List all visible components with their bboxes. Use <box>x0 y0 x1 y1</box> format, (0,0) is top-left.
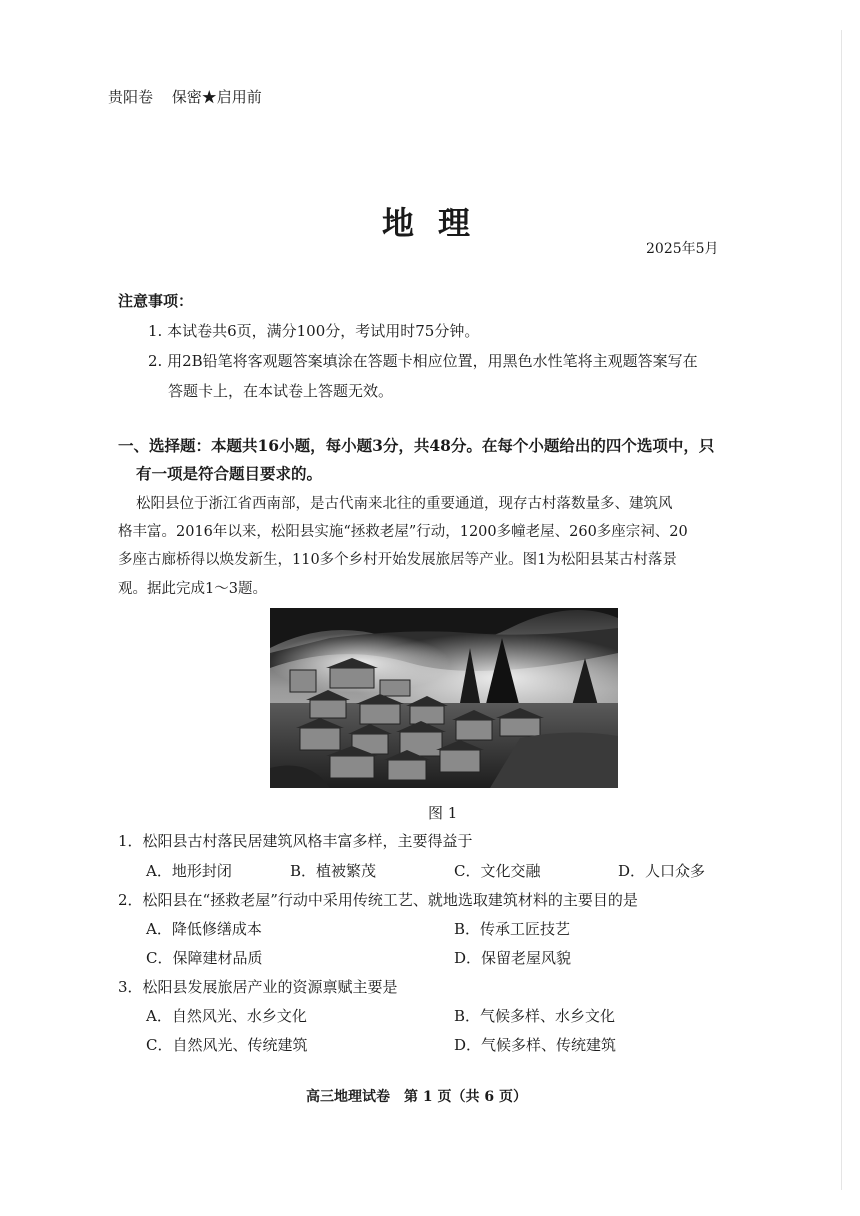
question-3-option-a: A．自然风光、水乡文化 <box>146 1007 307 1025</box>
passage-line-2: 格丰富。2016年以来，松阳县实施“拯救老屋”行动，1200多幢老屋、260多座宗祠、20 <box>118 524 688 540</box>
passage-line-1: 松阳县位于浙江省西南部，是古代南来北往的重要通道，现存古村落数量多、建筑风 <box>136 496 673 512</box>
notice-item-1: 1. 本试卷共6页，满分100分，考试用时75分钟。 <box>148 322 480 340</box>
passage-line-3: 多座古廊桥得以焕发新生，110多个乡村开始发展旅居等产业。图1为松阳县某古村落景 <box>118 552 677 568</box>
section-heading-cont: 有一项是符合题目要求的。 <box>136 464 323 483</box>
page-edge <box>841 30 842 1190</box>
question-3-option-d: D．气候多样、传统建筑 <box>454 1036 617 1054</box>
secrecy-label: 保密★启用前 <box>171 88 262 106</box>
exam-region: 贵阳卷 <box>108 88 154 106</box>
figure-caption: 图 1 <box>428 804 458 822</box>
village-photo <box>270 608 618 788</box>
section-heading: 一、选择题：本题共16小题，每小题3分，共48分。在每个小题给出的四个选项中，只 <box>118 436 715 455</box>
question-3-stem: 3．松阳县发展旅居产业的资源禀赋主要是 <box>118 978 398 996</box>
question-2-option-b: B．传承工匠技艺 <box>454 920 571 938</box>
notice-item-2-cont: 答题卡上，在本试卷上答题无效。 <box>168 382 394 400</box>
passage-line-4: 观。据此完成1～3题。 <box>118 581 267 597</box>
question-1-stem: 1．松阳县古村落民居建筑风格丰富多样，主要得益于 <box>118 832 473 850</box>
question-2-option-d: D．保留老屋风貌 <box>454 949 572 967</box>
page-footer: 高三地理试卷 第 1 页（共 6 页） <box>306 1089 527 1105</box>
question-1-option-b: B．植被繁茂 <box>290 862 377 880</box>
question-2-option-a: A．降低修缮成本 <box>146 920 262 938</box>
question-1-option-a: A．地形封闭 <box>146 862 232 880</box>
exam-header <box>108 86 262 107</box>
question-2-option-c: C．保障建材品质 <box>146 949 263 967</box>
notice-heading: 注意事项： <box>118 292 194 310</box>
question-3-option-b: B．气候多样、水乡文化 <box>454 1007 616 1025</box>
page-title: 地理 <box>382 204 495 242</box>
question-2-stem: 2．松阳县在“拯救老屋”行动中采用传统工艺、就地选取建筑材料的主要目的是 <box>118 891 638 909</box>
question-3-option-c: C．自然风光、传统建筑 <box>146 1036 308 1054</box>
notice-item-2: 2. 用2B铅笔将客观题答案填涂在答题卡相应位置，用黑色水性笔将主观题答案写在 <box>148 352 698 370</box>
question-1-option-d: D．人口众多 <box>618 862 706 880</box>
question-1-option-c: C．文化交融 <box>454 862 541 880</box>
exam-date: 2025年5月 <box>646 241 719 257</box>
